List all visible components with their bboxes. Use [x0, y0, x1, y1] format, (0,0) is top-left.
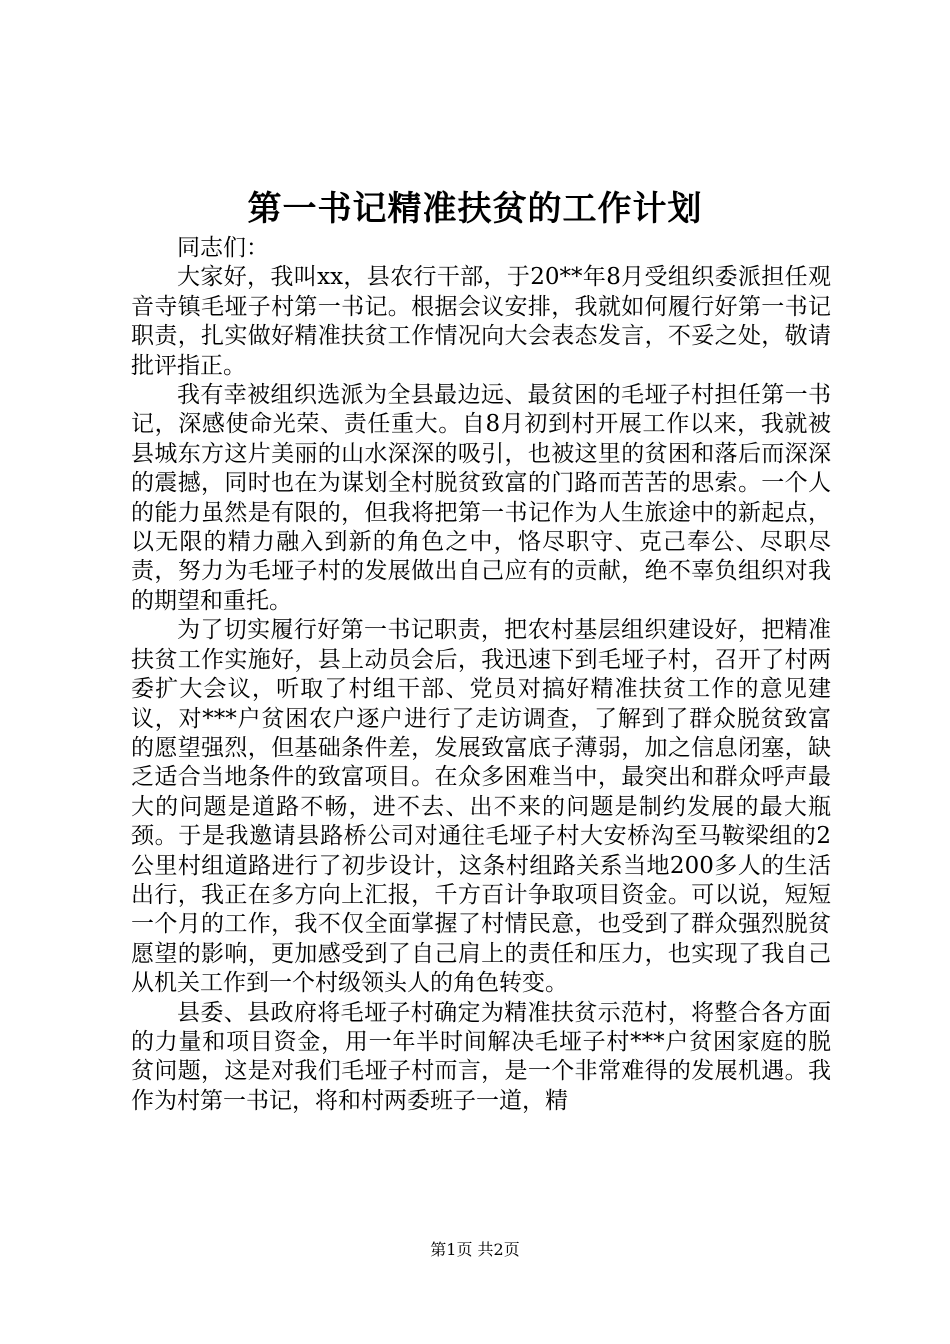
- paragraph-1: 大家好，我叫xx，县农行干部，于20**年8月受组织委派担任观音寺镇毛垭子村第一书记。根据会议安排，我就如何履行好第一书记职责，扎实做好精准扶贫工作情况向大会表态发言，不妥之处，敬请批评指正。: [131, 264, 831, 379]
- document-title: 第一书记精准扶贫的工作计划: [247, 189, 703, 229]
- salutation: 同志们：: [177, 235, 269, 261]
- paragraph-3: 为了切实履行好第一书记职责，把农村基层组织建设好，把精准扶贫工作实施好，县上动员会后，我迅速下到毛垭子村，召开了村两委扩大会议，听取了村组干部、党员对搞好精准扶贫工作的意见建议，对***户贫困农户逐户进行了走访调查，了解到了群众脱贫致富的愿望强烈，但基础条件差，发展致富底子薄弱，加之信息闭塞，缺乏适合当地条件的致富项目。在众多困难当中，最突出和群众呼声最大的问题是道路不畅，进不去、出不来的问题是制约发展的最大瓶颈。于是我邀请县路桥公司对通往毛垭子村大安桥沟至马鞍梁组的2公里村组道路进行了初步设计，这条村组路关系当地200多人的生活出行，我正在多方向上汇报，千方百计争取项目资金。可以说，短短一个月的工作，我不仅全面掌握了村情民意，也受到了群众强烈脱贫愿望的影响，更加感受到了自己肩上的责任和压力，也实现了我自己从机关工作到一个村级领头人的角色转变。: [131, 617, 831, 997]
- document-body: [131, 234, 831, 1116]
- paragraph-4: 县委、县政府将毛垭子村确定为精准扶贫示范村，将整合各方面的力量和项目资金，用一年半时间解决毛垭子村***户贫困家庭的脱贫问题，这是对我们毛垭子村而言，是一个非常难得的发展机遇。我作为村第一书记，将和村两委班子一道，精: [131, 999, 831, 1114]
- paragraph-2: 我有幸被组织选派为全县最边远、最贫困的毛垭子村担任第一书记，深感使命光荣、责任重大。自8月初到村开展工作以来，我就被县城东方这片美丽的山水深深的吸引，也被这里的贫困和落后而深深的震撼，同时也在为谋划全村脱贫致富的门路而苦苦的思索。一个人的能力虽然是有限的，但我将把第一书记作为人生旅途中的新起点，以无限的精力融入到新的角色之中，恪尽职守、克己奉公、尽职尽责，努力为毛垭子村的发展做出自己应有的贡献，绝不辜负组织对我的期望和重托。: [131, 382, 831, 614]
- page-number-footer: 第1页 共2页: [430, 1240, 520, 1259]
